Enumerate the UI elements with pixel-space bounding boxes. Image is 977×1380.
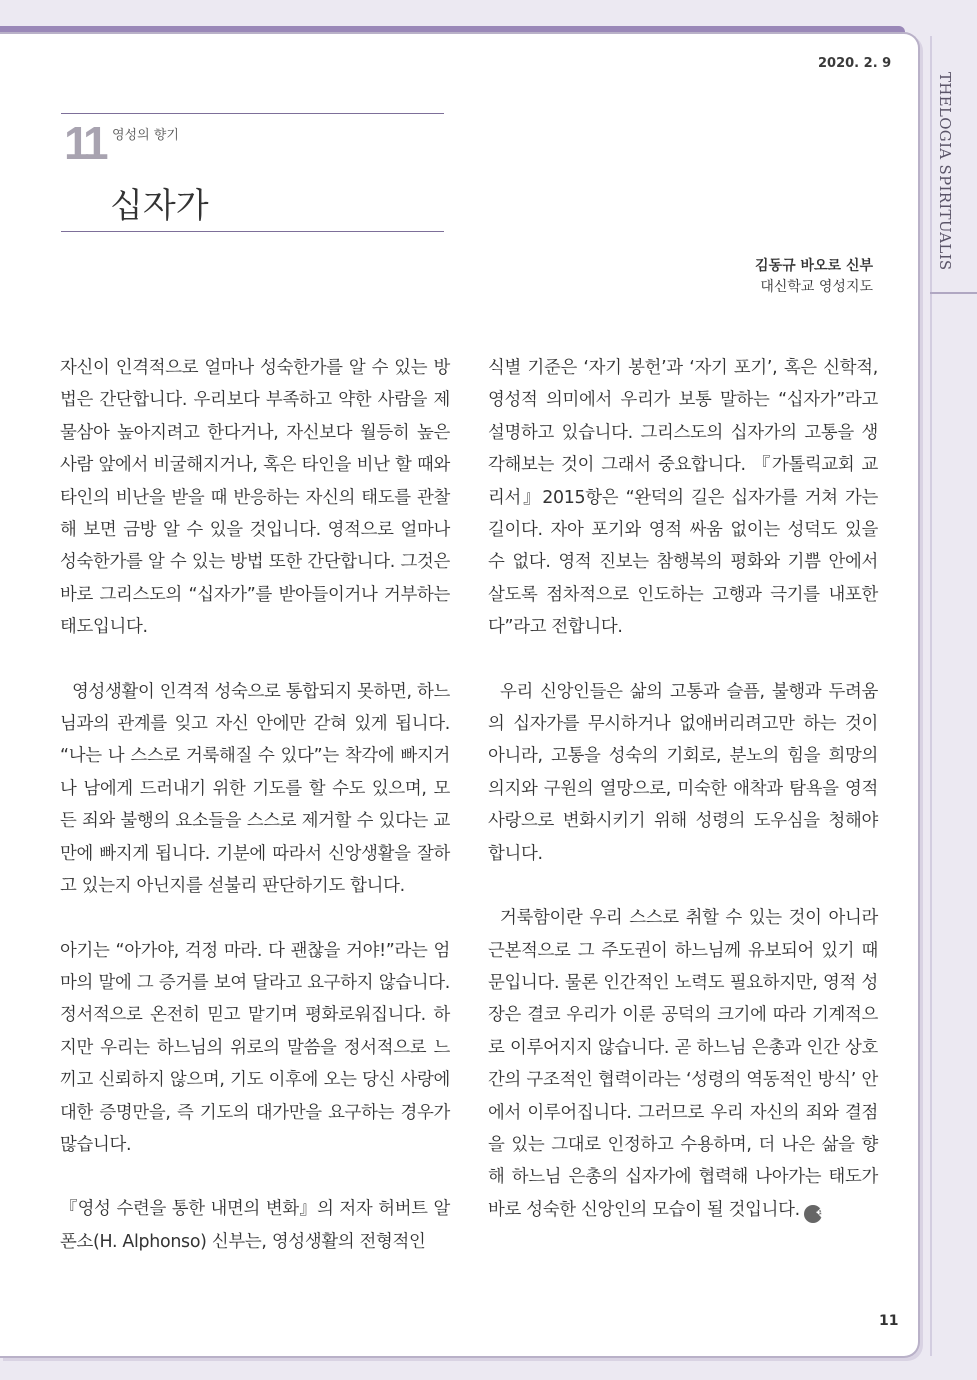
body-column-left [60,352,450,1290]
page-number: 11 [879,1313,899,1329]
author-affiliation: 대신학교 영성지도 [760,279,873,295]
paragraph: 『영성 수련을 통한 내면의 변화』의 저자 허버트 알폰소(H. Alphonso) 신부는, 영성생활의 전형적인 [60,1199,450,1252]
paragraph: 아기는 “아가야, 걱정 마라. 다 괜찮을 거야!”라는 엄마의 말에 그 증거를 보여 달라고 요구하지 않습니다. 정서적으로 온전히 믿고 맡기며 평화로워집니다. 하지만 우리는 하느님의 위로의 말씀을 정서적으로 느끼고 신뢰하지 않으며, 기도 이후에 오는 당신 사랑에 대한 증명만을, 즉 기도의 대가만을 요구하는 경우가 많습니다. [60,940,450,1155]
series-name: 영성의 향기 [112,128,179,143]
author-block [755,256,873,298]
side-tab-label: THELOGIA SPIRITUALIS [936,72,954,271]
header-rule-bottom [61,231,444,232]
paragraph: 우리 신앙인들은 삶의 고통과 슬픔, 불행과 두려움의 십자가를 무시하거나 없애버리려고만 하는 것이 아니라, 고통을 성숙의 기회로, 분노의 힘을 희망의 의지와 구원의 열망으로, 미숙한 애착과 탐욕을 영적 사랑으로 변화시키기 위해 성령의 도우심을 청해야 합니다. [488,681,878,864]
paragraph: 자신이 인격적으로 얼마나 성숙한가를 알 수 있는 방법은 간단합니다. 우리보다 부족하고 약한 사람을 제물삼아 높아지려고 한다거나, 자신보다 월등히 높은 사람 앞에서 비굴해지거나, 혹은 타인을 비난 할 때와 타인의 비난을 받을 때 반응하는 자신의 태도를 관찰해 보면 금방 알 수 있을 것입니다. 영적으로 얼마나 성숙한가를 알 수 있는 방법 또한 간단합니다. 그것은 바로 그리스도의 “십자가”를 받아들이거나 거부하는 태도입니다. [60,358,450,638]
paragraph: 영성생활이 인격적 성숙으로 통합되지 못하면, 하느님과의 관계를 잊고 자신 안에만 갇혀 있게 됩니다. “나는 나 스스로 거룩해질 수 있다”는 착각에 빠지거나 남에게 드러내기 위한 기도를 할 수도 있으며, 모든 죄와 불행의 요소들을 스스로 제거할 수 있다는 교만에 빠지게 됩니다. 기분에 따라서 신앙생활을 잘하고 있는지 아닌지를 섣불리 판단하기도 합니다. [60,681,450,897]
header-rule-top [61,113,444,114]
author-name: 김동규 바오로 신부 [755,258,873,274]
body-column-right [488,352,878,1258]
paragraph: 식별 기준은 ‘자기 봉헌’과 ‘자기 포기’, 혹은 신학적, 영성적 의미에서 우리가 보통 말하는 “십자가”라고 설명하고 있습니다. 그리스도의 십자가의 고통을 생각해보는 것이 그래서 중요합니다. 『가톨릭교회 교리서』2015항은 “완덕의 길은 십자가를 거쳐 가는 길이다. 자아 포기와 영적 싸움 없이는 성덕도 있을 수 없다. 영적 진보는 참행복의 평화와 기쁨 안에서 살도록 점차적으로 인도하는 고행과 극기를 내포한다”라고 전합니다. [488,358,878,638]
issue-number: 11 [64,117,105,169]
side-tab [930,62,977,294]
paragraph-text: 거룩함이란 우리 스스로 취할 수 있는 것이 아니라 근본적으로 그 주도권이 하느님께 유보되어 있기 때문입니다. 물론 인간적인 노력도 필요하지만, 영적 성장은 결코 우리가 이룬 공덕의 크기에 따라 기계적으로 이루어지지 않습니다. 곧 하느님 은총과 인간 상호간의 구조적인 협력이라는 ‘성령의 역동적인 방식’ 안에서 이루어집니다. 그러므로 우리 자신의 죄와 결점을 있는 그대로 인정하고 수용하며, 더 나은 삶을 향해 하느님 은총의 십자가에 협력해 나아가는 태도가 바로 성숙한 신앙인의 모습이 될 것입니다. [488,908,878,1220]
article-title: 십자가 [110,186,209,226]
cross-circle-icon: ✥ [804,1205,822,1223]
issue-date: 2020. 2. 9 [818,56,892,71]
paragraph [488,902,878,1226]
